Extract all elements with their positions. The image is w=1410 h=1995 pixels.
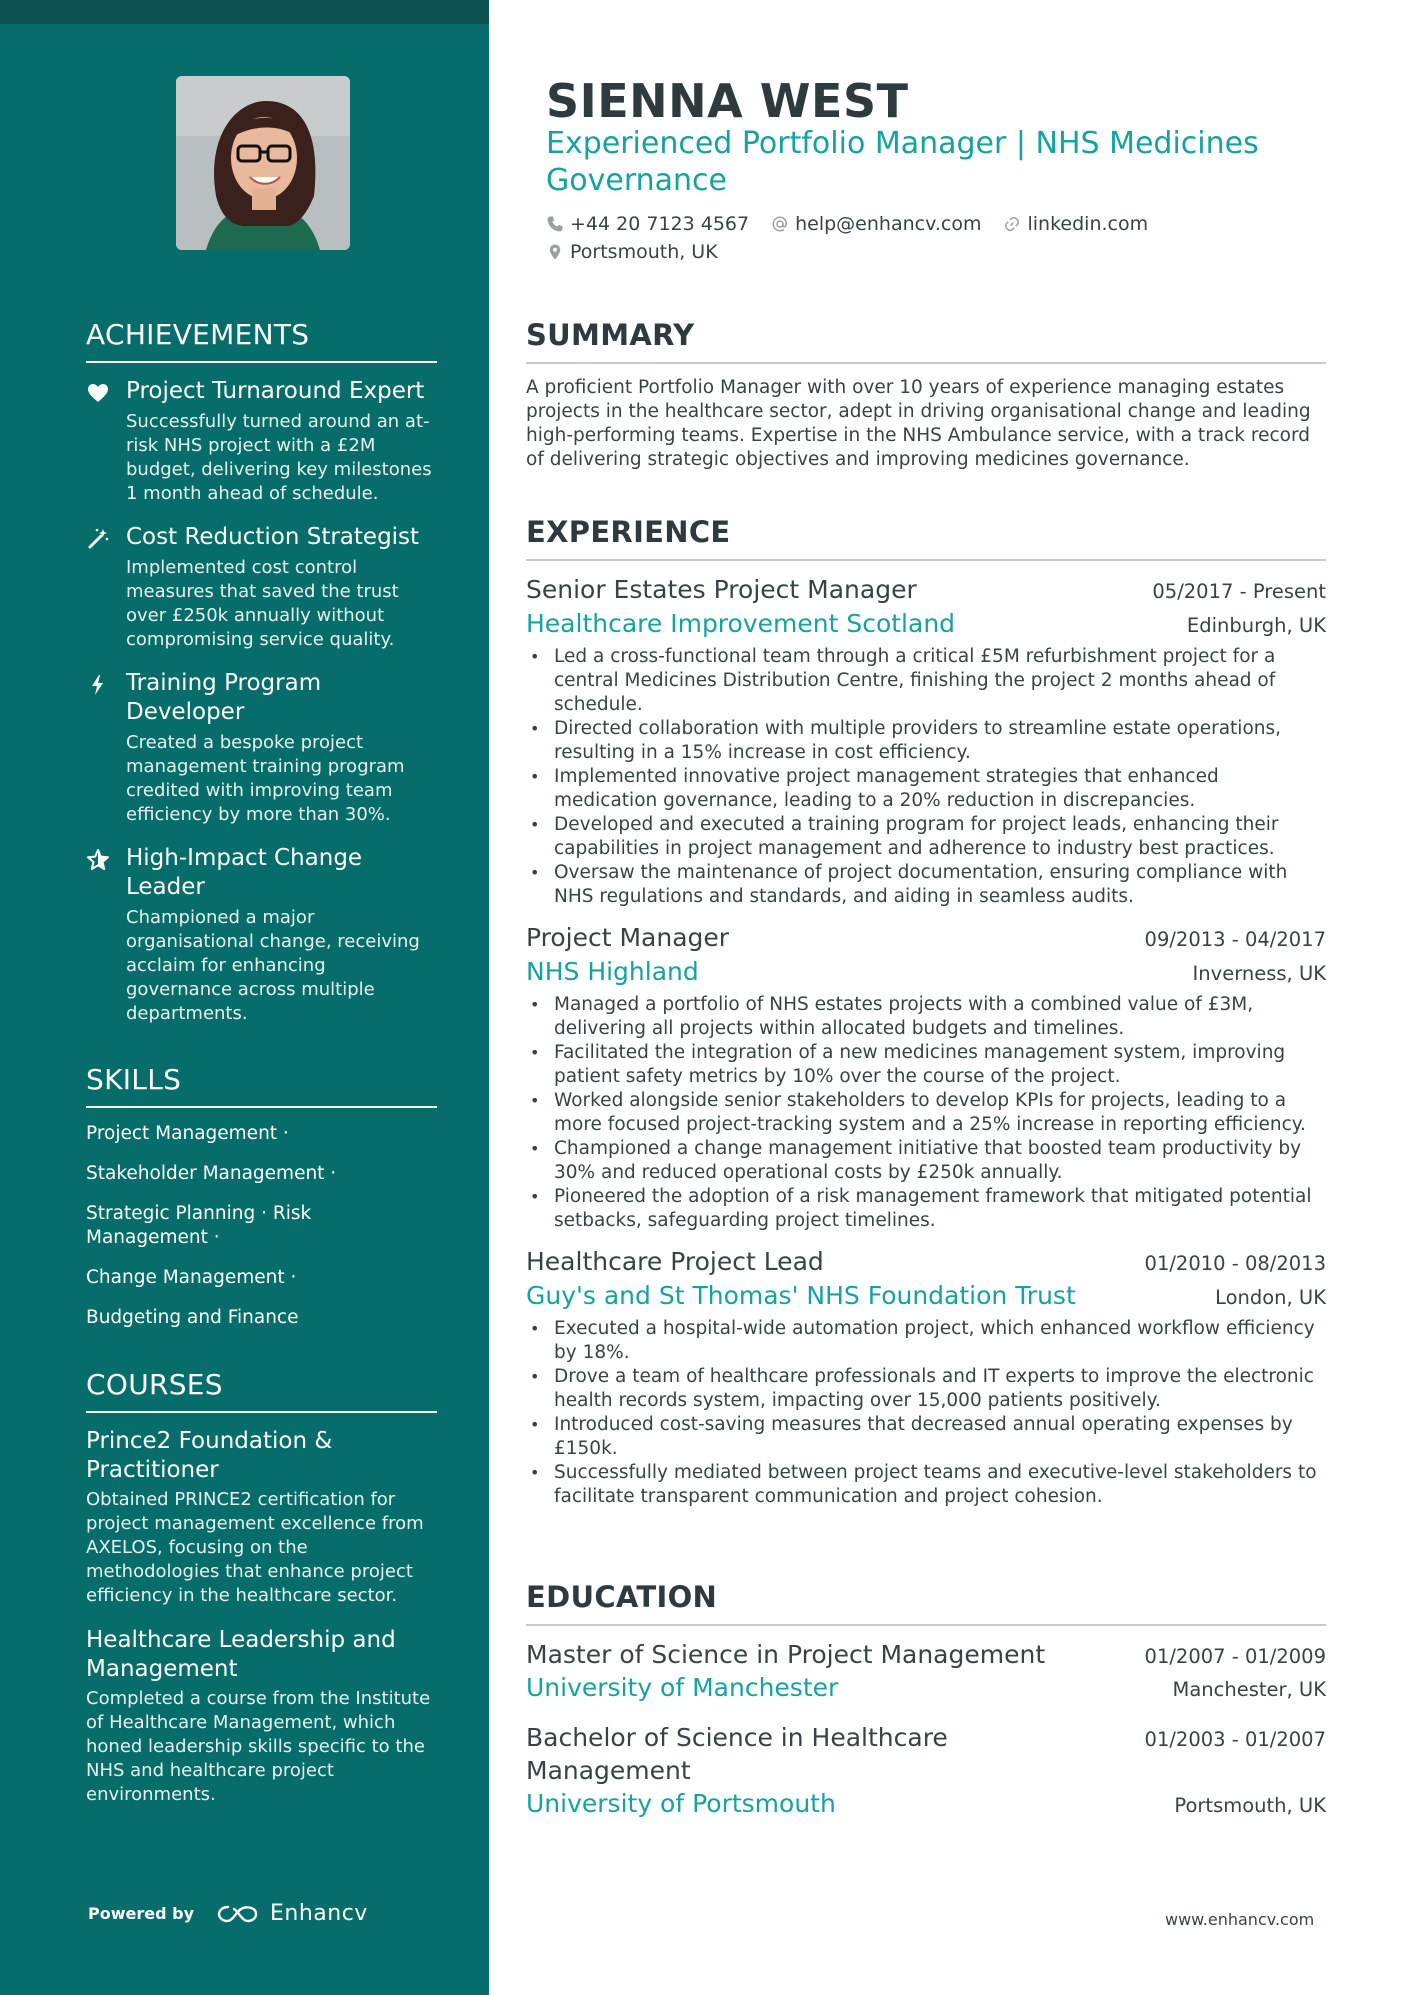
job-entry — [526, 921, 1326, 1233]
magic-wand-icon — [86, 527, 110, 551]
courses-title: COURSES — [86, 1368, 437, 1413]
job-bullets — [526, 1317, 1326, 1509]
achievement-description: Created a bespoke project management training program credited with improving team efficiency by more than 30%. — [126, 732, 405, 825]
bullet-item: • Executed a hospital-wide automation project, which enhanced workflow efficiency by 18%. — [526, 1317, 1326, 1365]
location-pin-icon — [546, 243, 564, 261]
bullet-item: • Successfully mediated between project teams and executive-level stakeholders to facilitate transparent communication and project cohesion. — [526, 1461, 1326, 1509]
degree-title: Bachelor of Science in Healthcare Management — [526, 1723, 948, 1785]
infinity-icon — [216, 1903, 262, 1925]
star-icon — [86, 848, 110, 872]
achievement-item — [86, 844, 437, 1026]
powered-by — [88, 1901, 368, 1926]
course-title: Prince2 Foundation & Practitioner — [86, 1428, 333, 1483]
bullet-item: • Championed a change management initiative that boosted team productivity by 30% and reduced operational costs by £250k annually. — [526, 1137, 1326, 1185]
bullet-item: • Worked alongside senior stakeholders to develop KPIs for projects, leading to a more focused project-tracking system and a 25% increase in reporting efficiency. — [526, 1089, 1326, 1137]
achievement-description: Implemented cost control measures that saved the trust over £250k annually without compromising service quality. — [126, 557, 399, 650]
job-location: Inverness, UK — [1192, 962, 1326, 985]
course-title: Healthcare Leadership and Management — [86, 1627, 396, 1682]
job-title: Healthcare Project Lead — [526, 1247, 824, 1276]
bullet-item: • Implemented innovative project management strategies that enhanced medication governance, leading to a 20% reduction in discrepancies. — [526, 765, 1326, 813]
skill-line: Strategic Planning · Risk Management · — [86, 1203, 312, 1248]
lightning-icon — [86, 673, 110, 697]
bullet-item: • Developed and executed a training program for project leads, enhancing their capabilities in project management and adherence to industry best practices. — [526, 813, 1326, 861]
experience-title: EXPERIENCE — [526, 515, 1326, 561]
enhancv-brand: Enhancv — [270, 1901, 368, 1926]
bullet-item: • Facilitated the integration of a new medicines management system, improving patient safety metrics by 10% over the course of the project. — [526, 1041, 1326, 1089]
bullet-item: • Introduced cost-saving measures that decreased annual operating expenses by £150k. — [526, 1413, 1326, 1461]
skills-section — [86, 1063, 437, 1346]
contact-linkedin[interactable] — [1003, 213, 1148, 235]
sidebar-top-strip — [0, 0, 489, 24]
achievement-item — [86, 377, 437, 506]
location-text: Portsmouth, UK — [570, 241, 718, 263]
bullet-item: • Led a cross-functional team through a critical £5M refurbishment project for a central Medicines Distribution Centre, finishing the project 2 months ahead of schedule. — [526, 645, 1326, 717]
bullet-item: • Managed a portfolio of NHS estates projects with a combined value of £3M, delivering all projects within allocated budgets and timelines. — [526, 993, 1326, 1041]
email-text: help@enhancv.com — [795, 213, 982, 235]
achievements-title: ACHIEVEMENTS — [86, 318, 437, 363]
linkedin-text: linkedin.com — [1027, 213, 1149, 235]
school-name: University of Portsmouth — [526, 1789, 836, 1818]
courses-section — [86, 1368, 437, 1825]
skills-title: SKILLS — [86, 1063, 437, 1108]
summary-section — [526, 318, 1326, 472]
job-title: Senior Estates Project Manager — [526, 575, 917, 604]
sidebar — [0, 0, 489, 1995]
job-company: NHS Highland — [526, 957, 699, 986]
education-entry — [526, 1721, 1326, 1821]
experience-section — [526, 515, 1326, 1521]
headline: Experienced Portfolio Manager | NHS Medicines Governance — [546, 126, 1259, 198]
profile-photo — [176, 76, 350, 250]
achievements-section — [86, 318, 437, 1043]
contact-location — [546, 241, 718, 263]
job-bullets — [526, 993, 1326, 1233]
course-item — [86, 1427, 437, 1608]
link-icon — [1003, 215, 1021, 233]
school-location: Manchester, UK — [1172, 1678, 1326, 1701]
job-location: London, UK — [1215, 1286, 1326, 1309]
heart-icon — [86, 381, 110, 405]
summary-title: SUMMARY — [526, 318, 1326, 364]
achievement-description: Championed a major organisational change, receiving acclaim for enhancing governance across multiple departments. — [126, 907, 420, 1024]
course-description: Obtained PRINCE2 certification for project management excellence from AXELOS, focusing on the methodologies that enhance project efficiency in the healthcare sector. — [86, 1489, 424, 1606]
education-date: 01/2007 - 01/2009 — [1144, 1645, 1326, 1668]
skill-line: Budgeting and Finance — [86, 1307, 299, 1328]
contact-info — [546, 213, 1306, 269]
job-entry — [526, 573, 1326, 909]
course-item — [86, 1626, 437, 1807]
achievement-description: Successfully turned around an at-risk NHS project with a £2M budget, delivering key milestones 1 month ahead of schedule. — [126, 411, 432, 504]
job-date: 09/2013 - 04/2017 — [1144, 928, 1326, 951]
achievement-item — [86, 669, 437, 827]
contact-phone[interactable] — [546, 213, 749, 235]
bullet-item: • Oversaw the maintenance of project documentation, ensuring compliance with NHS regulations and standards, and aiding in seamless audits. — [526, 861, 1326, 909]
job-date: 01/2010 - 08/2013 — [1144, 1252, 1326, 1275]
job-bullets — [526, 645, 1326, 909]
bullet-item: • Drove a team of healthcare professionals and IT experts to improve the electronic health records system, impacting over 15,000 patients positively. — [526, 1365, 1326, 1413]
phone-icon — [546, 215, 564, 233]
skill-line: Project Management · — [86, 1123, 289, 1144]
skill-line: Stakeholder Management · — [86, 1163, 337, 1184]
at-icon — [771, 215, 789, 233]
school-location: Portsmouth, UK — [1174, 1794, 1326, 1817]
contact-email[interactable] — [771, 213, 981, 235]
skill-line: Change Management · — [86, 1267, 297, 1288]
job-title: Project Manager — [526, 923, 730, 952]
footer-url[interactable]: www.enhancv.com — [1165, 1910, 1315, 1929]
achievement-title: High-Impact Change Leader — [126, 845, 363, 900]
degree-title: Master of Science in Project Management — [526, 1640, 1046, 1669]
candidate-name: SIENNA WEST — [546, 74, 909, 128]
powered-by-label: Powered by — [88, 1904, 194, 1923]
achievement-title: Project Turnaround Expert — [126, 378, 425, 404]
achievement-title: Training Program Developer — [126, 670, 322, 725]
education-date: 01/2003 - 01/2007 — [1144, 1728, 1326, 1751]
job-entry — [526, 1245, 1326, 1509]
enhancv-logo[interactable] — [216, 1901, 368, 1926]
education-entry — [526, 1638, 1326, 1705]
job-company: Guy's and St Thomas' NHS Foundation Trust — [526, 1281, 1076, 1310]
job-company: Healthcare Improvement Scotland — [526, 609, 956, 638]
job-location: Edinburgh, UK — [1186, 614, 1326, 637]
job-date: 05/2017 - Present — [1152, 580, 1326, 603]
school-name: University of Manchester — [526, 1673, 839, 1702]
summary-text: A proficient Portfolio Manager with over 10 years of experience managing estates projects in the healthcare sector, adept in driving organisational change and leading high-performing teams. Expertise in the NHS Ambulance service, with a track record of delivering strategic objectives and improving medicines governance. — [526, 377, 1311, 470]
education-title: EDUCATION — [526, 1580, 1326, 1626]
bullet-item: • Pioneered the adoption of a risk management framework that mitigated potential setbacks, safeguarding project timelines. — [526, 1185, 1326, 1233]
phone-text: +44 20 7123 4567 — [570, 213, 750, 235]
education-section — [526, 1580, 1326, 1837]
achievement-item — [86, 523, 437, 652]
achievement-title: Cost Reduction Strategist — [126, 524, 420, 550]
bullet-item: • Directed collaboration with multiple providers to streamline estate operations, resulting in a 15% increase in cost efficiency. — [526, 717, 1326, 765]
course-description: Completed a course from the Institute of Healthcare Management, which honed leadership skills specific to the NHS and healthcare project environments. — [86, 1688, 431, 1805]
